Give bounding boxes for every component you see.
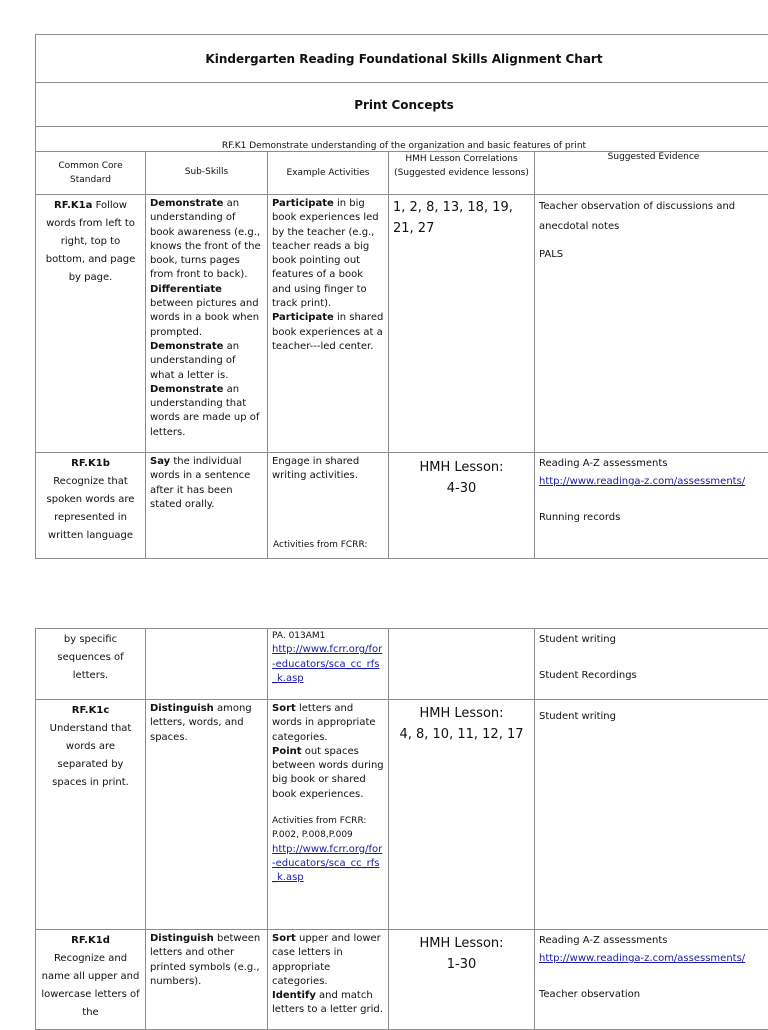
standard-code: RF.K1d: [40, 932, 141, 950]
standard-description: Recognize and name all upper and lowercase letters of the: [40, 950, 141, 1022]
evidence-cell: [535, 453, 768, 559]
header-sub-skills: Sub-Skills: [146, 152, 268, 195]
table-row-continued: [36, 629, 768, 700]
sub-skills-cell: Say the individual words in a sentence after it has been stated orally.: [146, 453, 268, 559]
header-suggested-evidence: Suggested Evidence: [535, 152, 768, 195]
standard-code: RF.K1b: [40, 455, 141, 473]
doc-title: Kindergarten Reading Foundational Skills Alignment Chart: [36, 35, 768, 83]
hmh-cell: [389, 453, 535, 559]
hmh-label: HMH Lesson:: [393, 457, 530, 478]
evidence-item: Running records: [539, 509, 768, 527]
sub-skills-cell: [146, 195, 268, 453]
standard-code: RF.K1a: [54, 200, 92, 211]
header-example-activities: Example Activities: [268, 152, 389, 195]
table-row-rf-k1d: [36, 930, 768, 1030]
hmh-lessons: 4, 8, 10, 11, 12, 17: [393, 724, 530, 745]
activity: Sort letters and words in appropriate categories.: [272, 702, 384, 745]
hmh-label: HMH Lesson:: [393, 933, 530, 954]
activity: Sort upper and lower case letters in appropriate categories.: [272, 932, 384, 989]
evidence-cell: [535, 700, 768, 930]
hmh-lessons: 1-30: [393, 954, 530, 975]
activity: Point out spaces between words during big book or shared book experiences.: [272, 745, 384, 802]
evidence-item: Teacher observation: [539, 986, 768, 1004]
sub-skills-cell: Distinguish between letters and other printed symbols (e.g., numbers).: [146, 930, 268, 1030]
fcrr-link[interactable]: http://www.fcrr.org/for-educators/sca_cc_rfs_k.asp: [272, 843, 384, 886]
evidence-cell: [535, 195, 768, 453]
standard-cell: [36, 700, 146, 930]
activity-code: PA. 013AM1: [272, 629, 384, 643]
evidence-item: PALS: [539, 245, 768, 265]
activities-cell: [268, 700, 389, 930]
standard-cell: [36, 930, 146, 1030]
standard-cell: [36, 453, 146, 559]
standard-statement: RF.K1 Demonstrate understanding of the organization and basic features of print: [36, 127, 768, 152]
sub-skill: Demonstrate an understanding of book awareness (e.g., knows the front of the book, turns pages from front to back).: [150, 197, 263, 283]
readinga-z-link[interactable]: http://www.readinga-z.com/assessments/: [539, 473, 768, 491]
evidence-item: Reading A-Z assessments: [539, 455, 768, 473]
alignment-table-page2: [35, 628, 768, 1030]
readinga-z-link[interactable]: http://www.readinga-z.com/assessments/: [539, 950, 768, 968]
table-row-rf-k1b: [36, 453, 768, 559]
hmh-lessons: 1, 2, 8, 13, 18, 19, 21, 27: [389, 195, 535, 453]
table-row-rf-k1c: [36, 700, 768, 930]
evidence-item: Student Recordings: [539, 667, 768, 685]
evidence-item: Teacher observation of discussions and anecdotal notes: [539, 197, 768, 237]
hmh-cell: [389, 700, 535, 930]
activity-codes: P.002, P.008,P.009: [272, 828, 384, 842]
activities-cell: [268, 453, 389, 559]
activity: Participate in shared book experiences at a teacher---led center.: [272, 311, 384, 354]
fcrr-link[interactable]: http://www.fcrr.org/for-educators/sca_cc_rfs_k.asp: [272, 643, 384, 686]
table-row-rf-k1a: [36, 195, 768, 453]
hmh-cell: [389, 629, 535, 700]
sub-skill: Demonstrate an understanding that words are made up of letters.: [150, 383, 263, 440]
sub-skill: Demonstrate an understanding of what a letter is.: [150, 340, 263, 383]
standard-code: RF.K1c: [40, 702, 141, 720]
hmh-label: HMH Lesson:: [393, 703, 530, 724]
evidence-item: Reading A-Z assessments: [539, 932, 768, 950]
activity: Identify and match letters to a letter grid.: [272, 989, 384, 1018]
standard-cell: [36, 195, 146, 453]
activity: Engage in shared writing activities.: [272, 455, 384, 484]
evidence-cell: [535, 629, 768, 700]
activity-fcrr-label: Activities from FCRR:: [273, 538, 367, 552]
standard-description: Recognize that spoken words are represented in written language: [40, 473, 141, 545]
sub-skills-cell: Distinguish among letters, words, and spaces.: [146, 700, 268, 930]
activities-cell: [268, 930, 389, 1030]
activity: Participate in big book experiences led by the teacher (e.g., teacher reads a big book pointing out features of a book and using finger to track print).: [272, 197, 384, 311]
section-title: Print Concepts: [36, 83, 768, 127]
evidence-item: Student writing: [539, 708, 768, 726]
header-hmh-lessons: HMH Lesson Correlations (Suggested evidence lessons): [389, 152, 535, 195]
activities-cell: [268, 195, 389, 453]
activity-fcrr-label: Activities from FCRR:: [272, 814, 384, 828]
activities-cell: [268, 629, 389, 700]
standard-description: Follow words from left to right, top to bottom, and page by page.: [46, 200, 136, 283]
hmh-cell: [389, 930, 535, 1030]
alignment-table-page1: [35, 34, 768, 559]
evidence-cell: [535, 930, 768, 1030]
standard-description: by specific sequences of letters.: [36, 629, 146, 700]
header-common-core: Common Core Standard: [36, 152, 146, 195]
standard-description: Understand that words are separated by spaces in print.: [40, 720, 141, 792]
sub-skills-cell: [146, 629, 268, 700]
evidence-item: Student writing: [539, 631, 768, 649]
sub-skill: Differentiate between pictures and words in a book when prompted.: [150, 283, 263, 340]
hmh-lessons: 4-30: [393, 478, 530, 499]
